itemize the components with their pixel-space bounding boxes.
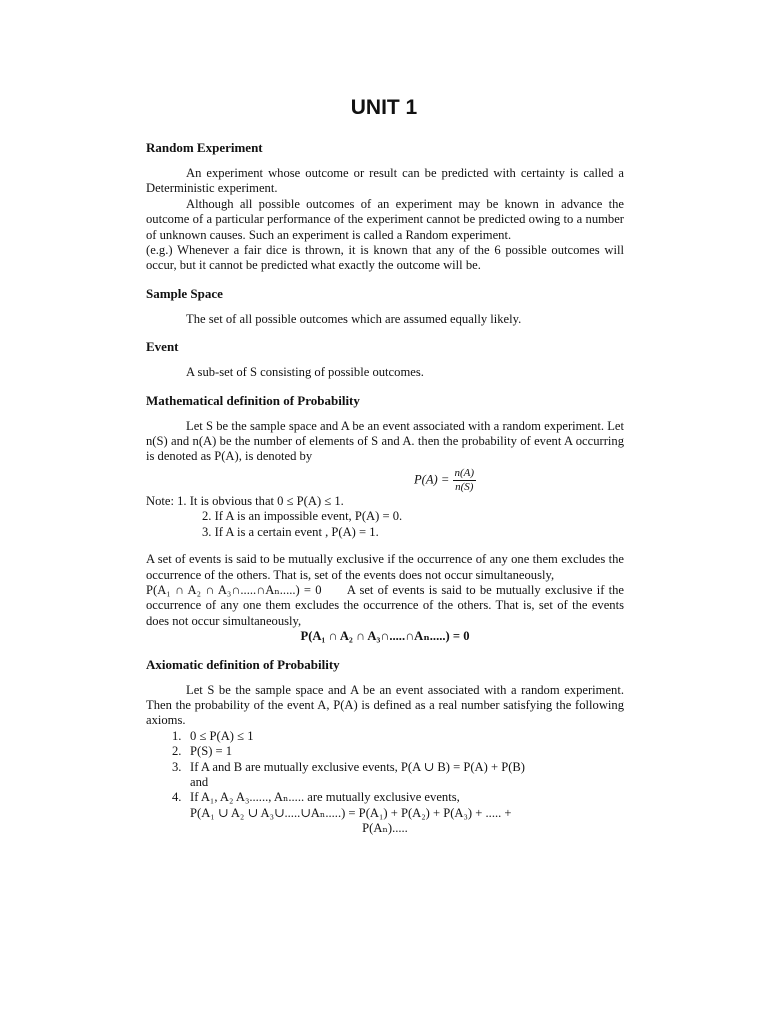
- note-2: 2. If A is an impossible event, P(A) = 0.: [202, 509, 403, 524]
- axiom-final-formula: P(A₁ ∪ A₂ ∪ A₃∪.....∪Aₙ.....) = P(A₁) + P(A₂) + P(A₃) + ..... +: [190, 805, 512, 820]
- heading-axiomatic-definition: Axiomatic definition of Probability: [146, 656, 340, 672]
- axiom-item: 2. P(S) = 1: [172, 744, 233, 759]
- mutual-repeat-text: A set of events is said to be mutually exclusive if the occurrence of any one them excludes the occurrence of the others. That is, set of the events does not occur simultaneously,: [146, 582, 625, 628]
- heading-mathematical-definition: Mathematical definition of Probability: [146, 392, 360, 408]
- heading-random-experiment: Random Experiment: [146, 140, 263, 155]
- page-title: UNIT 1: [350, 96, 418, 119]
- paragraph-random-experiment: Although all possible outcomes of an experiment may be known in advance the outcome of a particular performance of the experiment cannot be predicted owing to a number of unknown causes. Such an experiment is called a Random experiment.: [146, 196, 624, 242]
- axiom-item: and: [190, 774, 209, 789]
- document-body: [146, 140, 624, 837]
- mutual-formula: P(A₁ ∩ A₂ ∩ A₃∩.....∩Aₙ.....) = 0: [146, 582, 322, 597]
- formula-lhs: P(A) =: [413, 472, 450, 487]
- probability-formula: [146, 467, 624, 494]
- paragraph-event: A sub-set of S consisting of possible outcomes.: [186, 365, 424, 380]
- paragraph-sample-space: The set of all possible outcomes which are assumed equally likely.: [186, 311, 522, 326]
- formula-denominator: n(S): [455, 480, 474, 493]
- formula-numerator: n(A): [454, 466, 475, 479]
- paragraph-mutual-formula-line: [146, 583, 624, 629]
- note-3: 3. If A is a certain event , P(A) = 1.: [202, 524, 379, 539]
- paragraph-deterministic: An experiment whose outcome or result can be predicted with certainty is called a Deterministic experiment.: [146, 166, 624, 196]
- axiom-item: 1. 0 ≤ P(A) ≤ 1: [172, 728, 254, 743]
- axiom-item: 4. If A₁, A₂ A₃......, Aₙ..... are mutually exclusive events,: [172, 790, 460, 805]
- paragraph-axiomatic: Let S be the sample space and A be an event associated with a random experiment. Then the probability of the event A, P(A) is defined as a real number satisfying the following axioms.: [146, 682, 624, 728]
- formula-fraction: [453, 467, 477, 494]
- note-1: Note: 1. It is obvious that 0 ≤ P(A) ≤ 1.: [146, 493, 344, 508]
- paragraph-mutually-exclusive: A set of events is said to be mutually exclusive if the occurrence of any one them excludes the occurrence of the others. That is, set of the events does not occur simultaneously,: [146, 552, 624, 582]
- mutual-formula-bold: P(A₁ ∩ A₂ ∩ A₃∩.....∩Aₙ.....) = 0: [300, 629, 470, 644]
- heading-event: Event: [146, 339, 179, 355]
- paragraph-math-definition: Let S be the sample space and A be an event associated with a random experiment. Let n(S) and n(A) be the number of elements of S and A. then the probability of event A occurring is denoted as P(A), is denoted by: [146, 418, 624, 464]
- paragraph-example: (e.g.) Whenever a fair dice is thrown, it is known that any of the 6 possible outcomes will occur, but it cannot be predicted what exactly the outcome will be.: [146, 243, 624, 273]
- axiom-item: 3. If A and B are mutually exclusive events, P(A ∪ B) = P(A) + P(B): [172, 759, 526, 774]
- axiom-final-formula-cont: P(Aₙ).....: [362, 821, 408, 836]
- heading-sample-space: Sample Space: [146, 285, 223, 301]
